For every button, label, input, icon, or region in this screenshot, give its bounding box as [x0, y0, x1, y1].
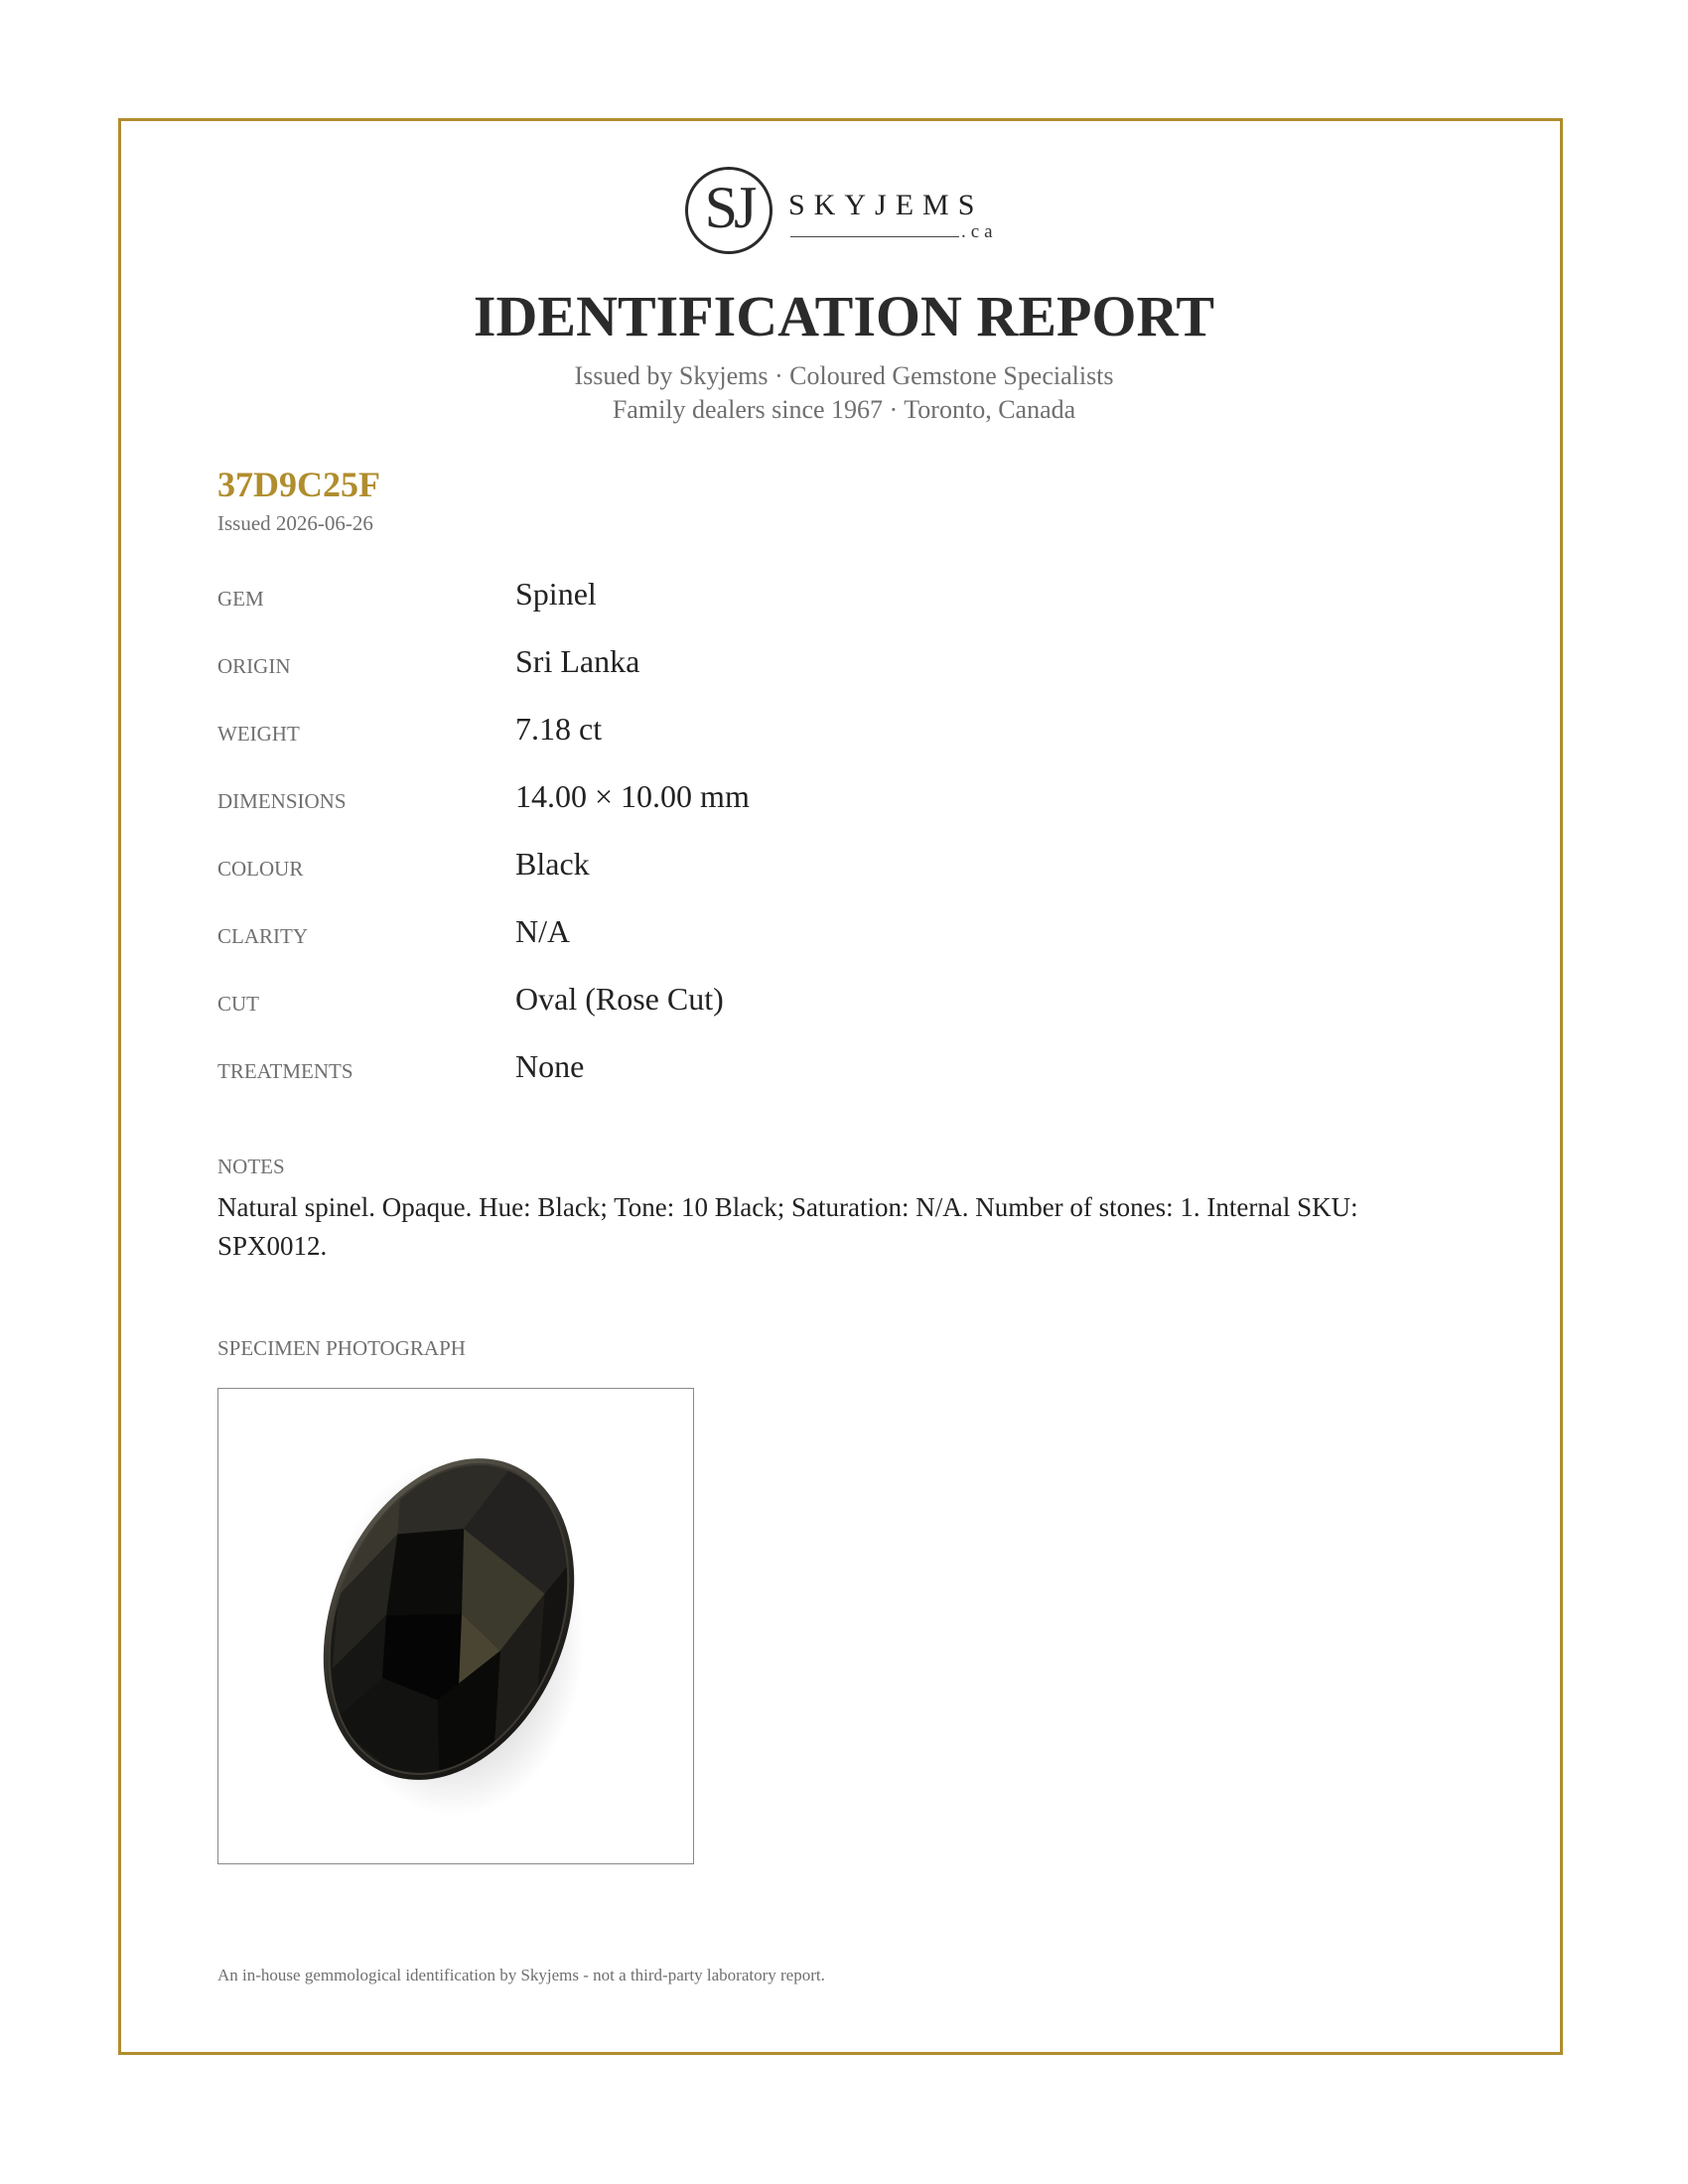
field-label: COLOUR — [217, 857, 304, 881]
field-label: CLARITY — [217, 924, 308, 948]
gem-details-table — [217, 570, 1459, 1110]
gemstone-image — [218, 1389, 694, 1864]
field-row-cut — [217, 975, 1459, 1042]
field-row-dimensions — [217, 772, 1459, 840]
logo-wordmark: SKYJEMS — [788, 189, 984, 221]
report-subtitle-issuer: Issued by Skyjems · Coloured Gemstone Specialists — [574, 361, 1114, 390]
disclaimer-text: An in-house gemmological identification by Skyjems - not a third-party laboratory report. — [217, 1966, 825, 1984]
report-id: 37D9C25F — [217, 465, 380, 504]
notes-heading: NOTES — [217, 1155, 285, 1178]
field-label: TREATMENTS — [217, 1059, 353, 1083]
logo-domain: .ca — [961, 221, 998, 242]
field-row-clarity — [217, 907, 1459, 975]
notes-text: Natural spinel. Opaque. Hue: Black; Tone: 10 Black; Saturation: N/A. Number of stones: 1. Internal SKU: SPX0012. — [217, 1192, 1358, 1261]
field-value: N/A — [515, 913, 571, 949]
photo-heading: SPECIMEN PHOTOGRAPH — [217, 1336, 466, 1360]
field-row-treatments — [217, 1042, 1459, 1110]
field-value: 7.18 ct — [515, 711, 603, 747]
logo-monogram: SJ — [704, 175, 754, 240]
field-value: 14.00 × 10.00 mm — [515, 778, 750, 814]
field-label: CUT — [217, 992, 259, 1016]
skyjems-logo — [685, 167, 1003, 262]
field-label: DIMENSIONS — [217, 789, 347, 813]
field-row-gem — [217, 570, 1459, 637]
field-value: Sri Lanka — [515, 643, 640, 679]
issue-date: Issued 2026-06-26 — [217, 511, 373, 535]
report-subtitle-location: Family dealers since 1967 · Toronto, Canada — [612, 395, 1076, 424]
report-title: IDENTIFICATION REPORT — [473, 284, 1215, 348]
field-row-colour — [217, 840, 1459, 907]
field-row-origin — [217, 637, 1459, 705]
field-label: ORIGIN — [217, 654, 291, 678]
field-row-weight — [217, 705, 1459, 772]
field-value: Spinel — [515, 576, 597, 612]
field-value: None — [515, 1048, 585, 1084]
field-label: WEIGHT — [217, 722, 300, 746]
field-label: GEM — [217, 587, 264, 611]
field-value: Oval (Rose Cut) — [515, 981, 724, 1017]
logo-divider — [790, 236, 959, 237]
field-value: Black — [515, 846, 590, 882]
specimen-photo — [217, 1388, 694, 1864]
